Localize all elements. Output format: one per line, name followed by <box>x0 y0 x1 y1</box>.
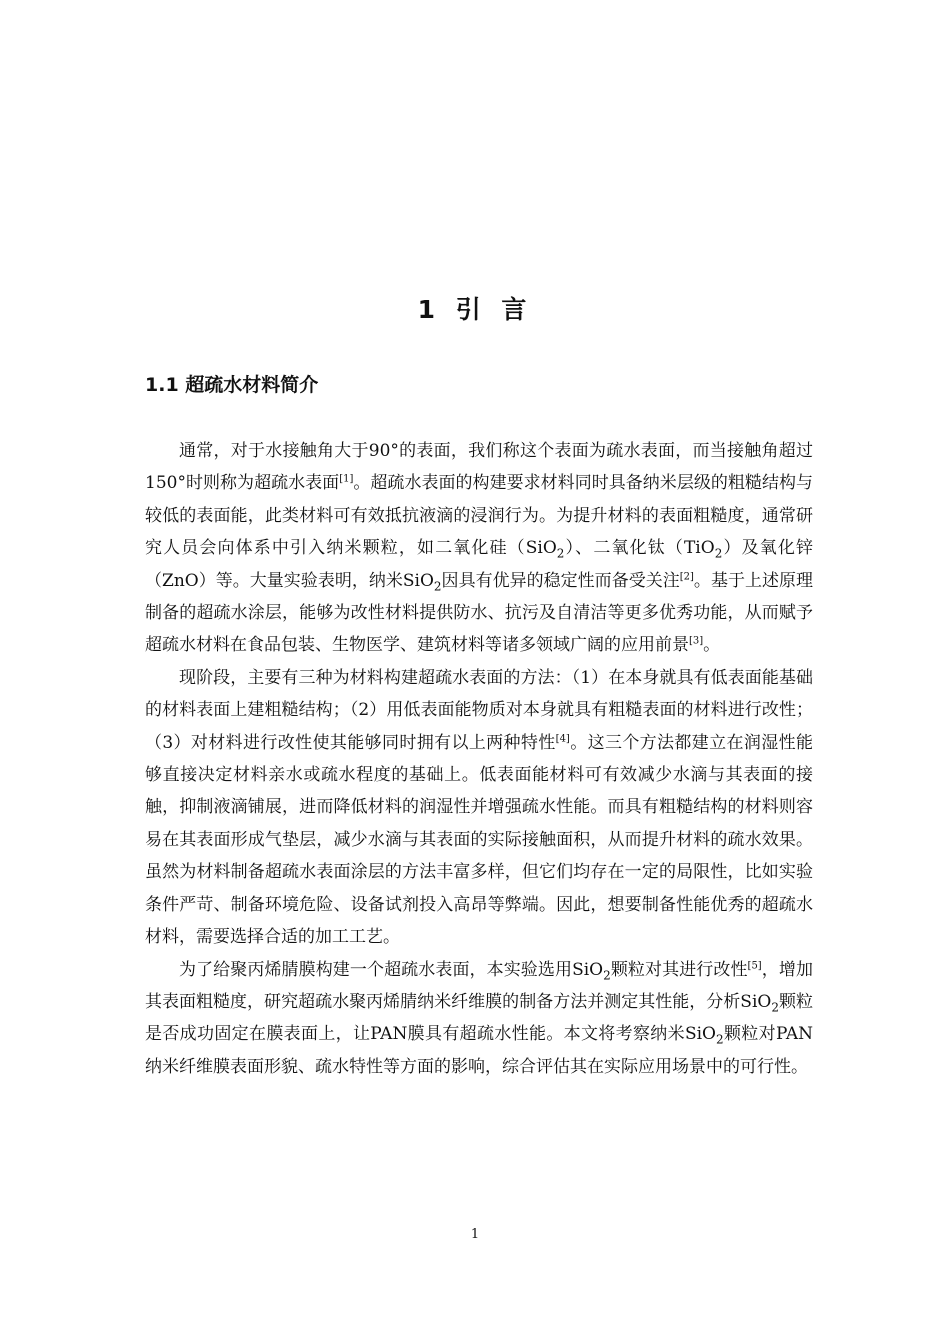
citation-ref[interactable]: [1] <box>339 473 354 485</box>
paragraph <box>145 435 813 662</box>
text-run: 因具有优异的稳定性而备受关注 <box>441 570 680 591</box>
text-run: 。这三个方法都建立在润湿性能够直接决定材料亲水或疏水程度的基础上。低表面能材料可有效减少水滴与其表面的接触，抑制液滴铺展，进而降低材料的润湿性并增强疏水性能。而具有粗糙结构的材料则容易在其表面形成气垫层，减少水滴与其表面的实际接触面积，从而提升材料的疏水效果。虽然为材料制备超疏水表面涂层的方法丰富多样，但它们均存在一定的局限性，比如实验条件严苛、制备环境危险、设备试剂投入高昂等弊端。因此，想要制备性能优秀的超疏水材料，需要选择合适的加工工艺。 <box>145 732 814 948</box>
text-run: 通常，对于水接触角大于90°的表面，我们称这个表面为疏水表面，而当接触角超过150°时则称为超疏水表面 <box>145 441 813 494</box>
chemical-subscript: 2 <box>771 1000 779 1015</box>
chemical-subscript: 2 <box>716 1032 724 1047</box>
text-run: 。基于上述原理制备的超疏水涂层，能够为改性材料提供防水、抗污及自清洁等更多优秀功能，从而赋予超疏水材料在食品包装、生物医学、建筑材料等诸多领域广阔的应用前景 <box>145 570 814 656</box>
chemical-subscript: 2 <box>603 967 611 982</box>
text-run: 颗粒是否成功固定在膜表面上，让PAN膜具有超疏水性能。本文将考察纳米SiO <box>145 991 814 1045</box>
citation-ref[interactable]: [3] <box>689 635 704 647</box>
paragraph <box>145 954 813 1084</box>
citation-ref[interactable]: [5] <box>747 959 762 971</box>
citation-ref[interactable]: [2] <box>679 570 694 582</box>
text-run: 现阶段，主要有三种为材料构建超疏水表面的方法：（1）在本身就具有低表面能基础的材料表面上建粗糙结构；（2）用低表面能物质对本身就具有粗糙表面的材料进行改性；（3）对材料进行改性使其能够同时拥有以上两种特性 <box>145 667 813 753</box>
text-run: ）及氧化锌（ZnO）等。大量实验表明，纳米SiO <box>145 538 813 591</box>
chemical-subscript: 2 <box>433 579 442 594</box>
page-number: 1 <box>470 1227 480 1242</box>
text-run: 为了给聚丙烯腈膜构建一个超疏水表面，本实验选用SiO <box>179 959 604 980</box>
section-title: 1.1 超疏水材料简介 <box>145 374 319 396</box>
citation-ref[interactable]: [4] <box>555 733 570 744</box>
text-run: ）、二氧化钛（TiO <box>564 538 715 559</box>
text-run: ，增加其表面粗糙度，研究超疏水聚丙烯腈纳米纤维膜的制备方法并测定其性能，分析SiO <box>145 959 813 1012</box>
paragraph <box>145 662 813 954</box>
chemical-subscript: 2 <box>714 546 723 561</box>
body-text <box>145 435 813 1083</box>
chapter-title: 1 引 言 <box>417 295 533 324</box>
text-run: 。超疏水表面的构建要求材料同时具备纳米层级的粗糙结构与较低的表面能，此类材料可有效抵抗液滴的浸润行为。为提升材料的表面粗糙度，通常研究人员会向体系中引入纳米颗粒，如二氧化硅（SiO <box>145 473 813 559</box>
text-run: 。 <box>703 635 721 656</box>
text-run: 颗粒对其进行改性 <box>610 959 748 980</box>
text-run: 颗粒对PAN纳米纤维膜表面形貌、疏水特性等方面的影响，综合评估其在实际应用场景中的可行性。 <box>145 1024 813 1077</box>
chemical-subscript: 2 <box>556 546 565 561</box>
